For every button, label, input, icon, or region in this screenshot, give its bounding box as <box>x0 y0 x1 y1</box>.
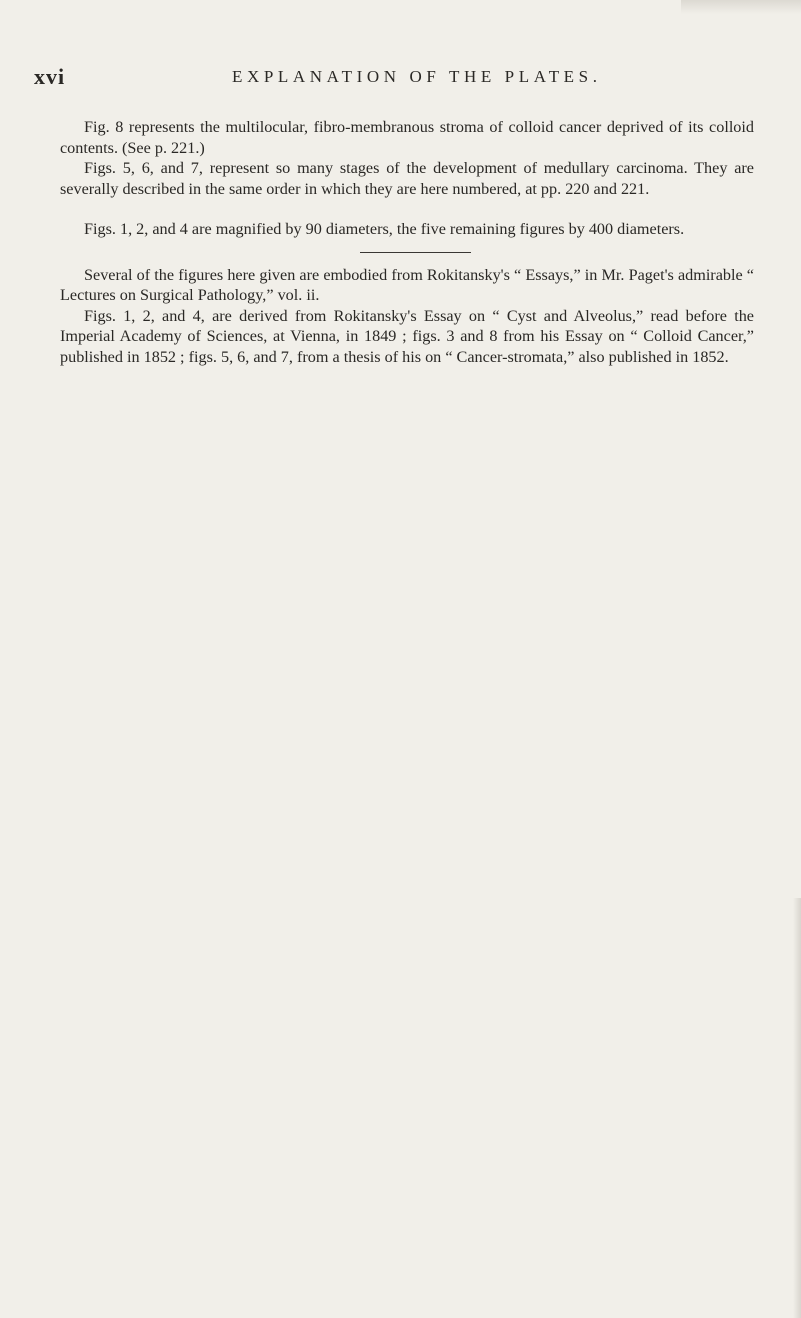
section-divider <box>360 252 471 253</box>
page-edge-shadow <box>793 898 801 1318</box>
paragraph-gap <box>60 199 754 219</box>
paragraph-figs-5-6-7: Figs. 5, 6, and 7, represent so many stages of the development of medullary carcinoma. They are severally described in the same order in which they are here numbered, at pp. 220 and 221. <box>60 159 754 198</box>
page-header <box>34 64 774 94</box>
page-number: xvi <box>34 64 66 89</box>
paragraph-derivations: Figs. 1, 2, and 4, are derived from Rokitansky's Essay on “ Cyst and Alveolus,” read before the Imperial Academy of Sciences, at Vienna, in 1849 ; figs. 3 and 8 from his Essay on “ Colloid Cancer,” published in 1852 ; figs. 5, 6, and 7, from a thesis of his on “ Cancer-stromata,” also published in 1852. <box>60 306 754 366</box>
paragraph-fig-8: Fig. 8 represents the multilocular, fibro-membranous stroma of colloid cancer deprived of its colloid contents. (See p. 221.) <box>60 118 754 157</box>
paragraph-magnification: Figs. 1, 2, and 4 are magnified by 90 diameters, the five remaining figures by 400 diameters. <box>84 220 685 238</box>
page-fold-shadow <box>681 0 801 14</box>
running-title: EXPLANATION OF THE PLATES. <box>232 67 602 86</box>
body-text <box>60 117 754 367</box>
paragraph-sources: Several of the figures here given are embodied from Rokitansky's “ Essays,” in Mr. Paget's admirable “ Lectures on Surgical Pathology,” vol. ii. <box>60 265 754 304</box>
